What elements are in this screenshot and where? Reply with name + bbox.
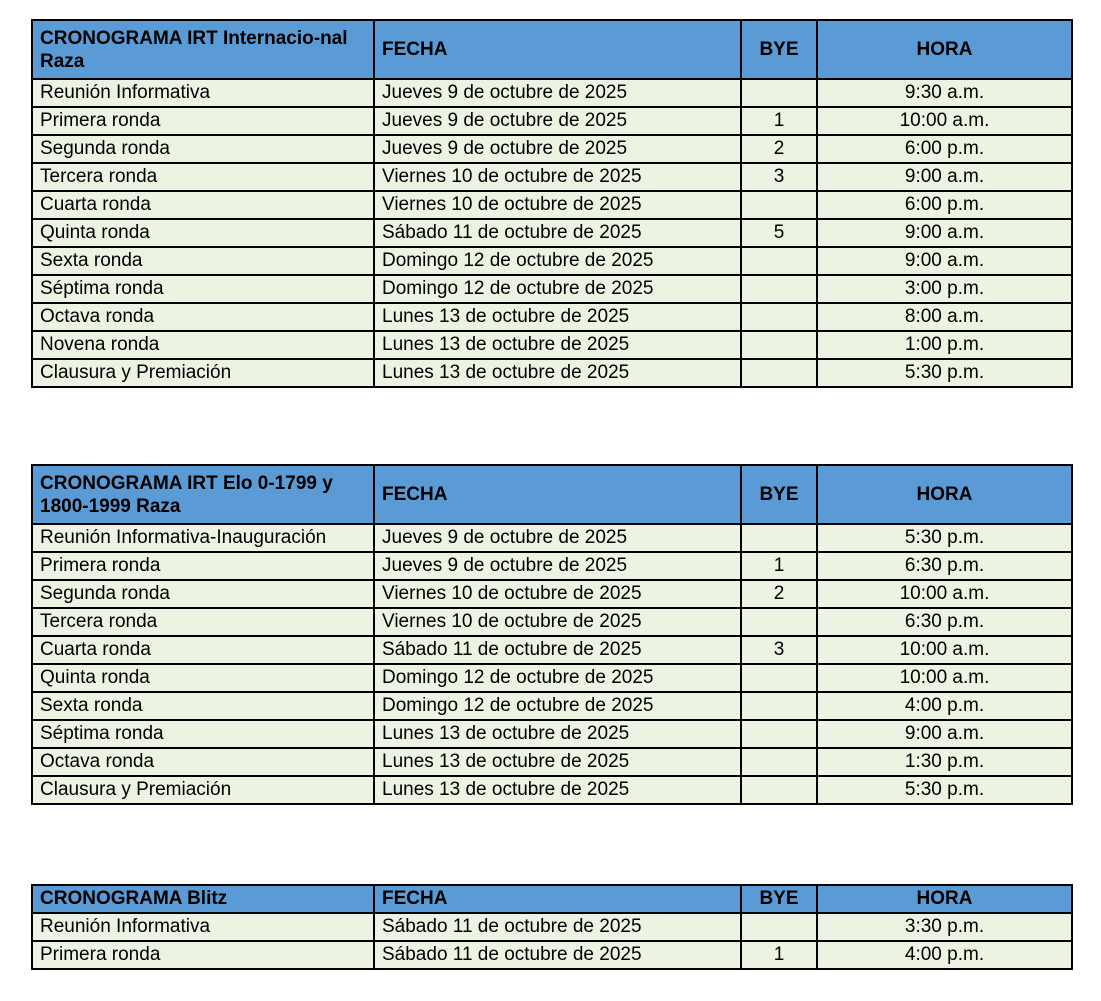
event-cell: Primera ronda: [32, 107, 374, 135]
bye-cell: [741, 303, 817, 331]
date-cell: Viernes 10 de octubre de 2025: [374, 580, 741, 608]
event-cell: Novena ronda: [32, 331, 374, 359]
column-header-bye: BYE: [741, 885, 817, 913]
table-row: [32, 331, 1072, 359]
time-cell: 4:00 p.m.: [817, 692, 1072, 720]
bye-cell: [741, 191, 817, 219]
time-cell: 1:30 p.m.: [817, 748, 1072, 776]
bye-cell: [741, 720, 817, 748]
table-row: [32, 79, 1072, 107]
column-header-hora: HORA: [817, 20, 1072, 79]
date-cell: Jueves 9 de octubre de 2025: [374, 79, 741, 107]
column-header-fecha: FECHA: [374, 465, 741, 524]
table-row: [32, 303, 1072, 331]
bye-cell: 1: [741, 107, 817, 135]
event-cell: Segunda ronda: [32, 580, 374, 608]
event-cell: Tercera ronda: [32, 608, 374, 636]
table-row: [32, 636, 1072, 664]
event-cell: Cuarta ronda: [32, 191, 374, 219]
time-cell: 5:30 p.m.: [817, 524, 1072, 552]
time-cell: 10:00 a.m.: [817, 636, 1072, 664]
bye-cell: [741, 608, 817, 636]
date-cell: Lunes 13 de octubre de 2025: [374, 303, 741, 331]
event-cell: Séptima ronda: [32, 720, 374, 748]
date-cell: Sábado 11 de octubre de 2025: [374, 941, 741, 969]
bye-cell: [741, 331, 817, 359]
table-row: [32, 552, 1072, 580]
date-cell: Jueves 9 de octubre de 2025: [374, 552, 741, 580]
event-cell: Clausura y Premiación: [32, 359, 374, 387]
event-cell: Segunda ronda: [32, 135, 374, 163]
table-row: [32, 913, 1072, 941]
event-cell: Sexta ronda: [32, 692, 374, 720]
table-row: [32, 107, 1072, 135]
bye-cell: 3: [741, 636, 817, 664]
event-cell: Tercera ronda: [32, 163, 374, 191]
date-cell: Sábado 11 de octubre de 2025: [374, 219, 741, 247]
table-row: [32, 191, 1072, 219]
date-cell: Domingo 12 de octubre de 2025: [374, 275, 741, 303]
bye-cell: [741, 664, 817, 692]
date-cell: Lunes 13 de octubre de 2025: [374, 331, 741, 359]
event-cell: Séptima ronda: [32, 275, 374, 303]
table-row: [32, 163, 1072, 191]
time-cell: 10:00 a.m.: [817, 580, 1072, 608]
time-cell: 9:00 a.m.: [817, 219, 1072, 247]
table-row: [32, 247, 1072, 275]
time-cell: 6:00 p.m.: [817, 135, 1072, 163]
time-cell: 3:30 p.m.: [817, 913, 1072, 941]
date-cell: Sábado 11 de octubre de 2025: [374, 636, 741, 664]
table-row: [32, 664, 1072, 692]
event-cell: Octava ronda: [32, 303, 374, 331]
column-header-bye: BYE: [741, 465, 817, 524]
table-row: [32, 692, 1072, 720]
bye-cell: [741, 247, 817, 275]
time-cell: 10:00 a.m.: [817, 107, 1072, 135]
date-cell: Lunes 13 de octubre de 2025: [374, 776, 741, 804]
column-header-hora: HORA: [817, 885, 1072, 913]
date-cell: Domingo 12 de octubre de 2025: [374, 664, 741, 692]
time-cell: 9:30 a.m.: [817, 79, 1072, 107]
bye-cell: [741, 913, 817, 941]
bye-cell: 3: [741, 163, 817, 191]
bye-cell: [741, 275, 817, 303]
table-row: [32, 524, 1072, 552]
table-row: [32, 135, 1072, 163]
header-row: [32, 465, 1072, 524]
date-cell: Domingo 12 de octubre de 2025: [374, 692, 741, 720]
table-row: [32, 608, 1072, 636]
time-cell: 6:00 p.m.: [817, 191, 1072, 219]
event-cell: Quinta ronda: [32, 664, 374, 692]
time-cell: 6:30 p.m.: [817, 552, 1072, 580]
event-cell: Primera ronda: [32, 552, 374, 580]
time-cell: 5:30 p.m.: [817, 776, 1072, 804]
event-cell: Clausura y Premiación: [32, 776, 374, 804]
bye-cell: 1: [741, 941, 817, 969]
table-row: [32, 748, 1072, 776]
date-cell: Lunes 13 de octubre de 2025: [374, 748, 741, 776]
table-row: [32, 720, 1072, 748]
event-cell: Quinta ronda: [32, 219, 374, 247]
time-cell: 9:00 a.m.: [817, 247, 1072, 275]
table-title: CRONOGRAMA IRT Internacio-nal Raza: [32, 20, 374, 79]
time-cell: 9:00 a.m.: [817, 720, 1072, 748]
time-cell: 5:30 p.m.: [817, 359, 1072, 387]
bye-cell: [741, 748, 817, 776]
bye-cell: 5: [741, 219, 817, 247]
schedule-table-internacional: [31, 19, 1073, 388]
header-row: [32, 20, 1072, 79]
event-cell: Octava ronda: [32, 748, 374, 776]
date-cell: Domingo 12 de octubre de 2025: [374, 247, 741, 275]
date-cell: Jueves 9 de octubre de 2025: [374, 524, 741, 552]
table-row: [32, 941, 1072, 969]
event-cell: Reunión Informativa: [32, 913, 374, 941]
date-cell: Viernes 10 de octubre de 2025: [374, 191, 741, 219]
event-cell: Cuarta ronda: [32, 636, 374, 664]
time-cell: 8:00 a.m.: [817, 303, 1072, 331]
bye-cell: 2: [741, 580, 817, 608]
column-header-fecha: FECHA: [374, 20, 741, 79]
event-cell: Reunión Informativa-Inauguración: [32, 524, 374, 552]
column-header-hora: HORA: [817, 465, 1072, 524]
date-cell: Lunes 13 de octubre de 2025: [374, 720, 741, 748]
time-cell: 4:00 p.m.: [817, 941, 1072, 969]
time-cell: 10:00 a.m.: [817, 664, 1072, 692]
date-cell: Viernes 10 de octubre de 2025: [374, 163, 741, 191]
date-cell: Viernes 10 de octubre de 2025: [374, 608, 741, 636]
date-cell: Sábado 11 de octubre de 2025: [374, 913, 741, 941]
bye-cell: [741, 524, 817, 552]
column-header-fecha: FECHA: [374, 885, 741, 913]
column-header-bye: BYE: [741, 20, 817, 79]
bye-cell: [741, 776, 817, 804]
event-cell: Reunión Informativa: [32, 79, 374, 107]
event-cell: Sexta ronda: [32, 247, 374, 275]
schedule-table-blitz: [31, 884, 1073, 970]
bye-cell: [741, 359, 817, 387]
date-cell: Jueves 9 de octubre de 2025: [374, 135, 741, 163]
time-cell: 6:30 p.m.: [817, 608, 1072, 636]
time-cell: 1:00 p.m.: [817, 331, 1072, 359]
table-row: [32, 219, 1072, 247]
table-title: CRONOGRAMA Blitz: [32, 885, 374, 913]
table-row: [32, 359, 1072, 387]
time-cell: 9:00 a.m.: [817, 163, 1072, 191]
event-cell: Primera ronda: [32, 941, 374, 969]
date-cell: Lunes 13 de octubre de 2025: [374, 359, 741, 387]
time-cell: 3:00 p.m.: [817, 275, 1072, 303]
table-row: [32, 776, 1072, 804]
date-cell: Jueves 9 de octubre de 2025: [374, 107, 741, 135]
table-row: [32, 275, 1072, 303]
table-row: [32, 580, 1072, 608]
bye-cell: [741, 79, 817, 107]
schedule-table-elo: [31, 464, 1073, 805]
bye-cell: [741, 692, 817, 720]
header-row: [32, 885, 1072, 913]
table-title: CRONOGRAMA IRT Elo 0-1799 y 1800-1999 Raza: [32, 465, 374, 524]
bye-cell: 1: [741, 552, 817, 580]
bye-cell: 2: [741, 135, 817, 163]
